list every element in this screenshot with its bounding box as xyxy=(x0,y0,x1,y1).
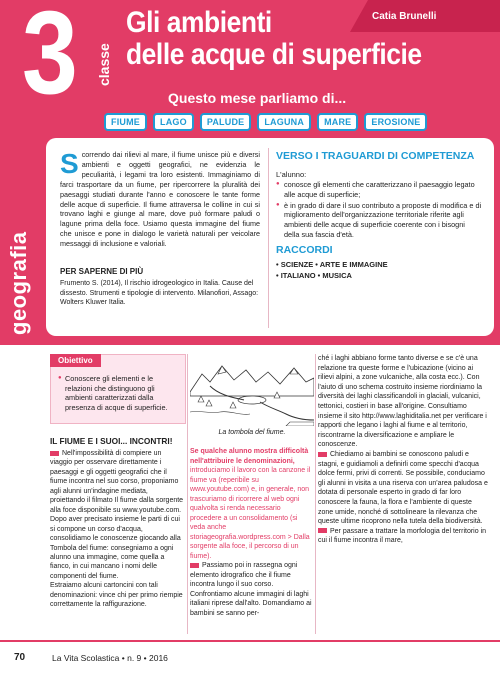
column-divider xyxy=(187,354,188,634)
tag-palude: PALUDE xyxy=(200,113,252,131)
paragraph: Per passare a trattare la morfologia del territorio in cui il fiume incontra il mare, xyxy=(318,527,487,545)
page-title-line2: delle acque di superficie xyxy=(126,38,422,71)
author-name: Catia Brunelli xyxy=(372,11,437,22)
page-title-line1: Gli ambienti xyxy=(126,6,272,39)
magazine-name: La Vita Scolastica • n. 9 • 2016 xyxy=(52,653,168,663)
tag-mare: MARE xyxy=(317,113,358,131)
tag-fiume: FIUME xyxy=(104,113,147,131)
paragraph-marker xyxy=(50,451,59,456)
paragraph-marker xyxy=(318,528,327,533)
tag-erosione: EROSIONE xyxy=(364,113,427,131)
traguardi-item: ● conosce gli elementi che caratterizzano il paesaggio legato alle acque di superficie; xyxy=(276,180,482,200)
card-divider xyxy=(268,148,269,328)
paragraph: Chiediamo ai bambini se conoscono paludi e stagni, e guidiamoli a definirli come specchi d'acqua dolce fermi, privi di correnti. Se possibile, conduciamo gli alunni in visita a una riserva con un'area paludosa e dotata di personale esperto in grado di far loro conoscere la fauna, la flora e l'ambiente di queste zone umide, nonché di sottolineare la rilevanza che queste ultime ricoprono nella tutela della biodiversità. xyxy=(318,450,488,526)
raccordi-heading: RACCORDI xyxy=(276,244,333,256)
column-divider xyxy=(315,354,316,634)
paragraph: Dopo aver precisato insieme le parti di cui si compone un corso d'acqua, consolidiamo le conoscenze giocando alla Tombola del fiume: consegniamo a ogni alunno una immagine, come quella a fianco, in cui mancano i nomi delle componenti del fiume. xyxy=(50,516,181,580)
subtitle: Questo mese parliamo di... xyxy=(168,90,347,106)
column-1 xyxy=(50,449,184,610)
column-3 xyxy=(318,354,488,546)
paragraph: Passiamo poi in rassegna ogni elemento idrografico che il fiume incontra lungo il suo corso. Confrontiamo alcune immagini di laghi italiani riprese dall'alto. Domandiamo ai bambini se sanno per- xyxy=(190,562,312,617)
paragraph: Se qualche alunno mostra difficoltà nell'attribuire le denominazioni, introduciamo il lavoro con la canzone il fiume va (reperibile su www.youtube.com) e, in generale, non trascuriamo di ricorrere al web ogni qualvolta si renda necessario procedere a un consolidamento (si veda anche storiageografia.wordpress.com > Dalla sorgente alla foce, il percorso di un fiume). xyxy=(190,448,311,560)
dropcap: S xyxy=(60,148,79,179)
intro-text: correndo dai rilievi al mare, il fiume unisce più e diversi ambienti e oggetti geografici, ne evidenzia le peculiarità, i legami tra loro esistenti. Immaginiamo di farci trasportare da un fiume, per ripercorrere la pluralità dei paesaggi studiati durante l'anno e conoscere le tante forme delle acque di superficie. Il fiume attraversa le colline in cui si trovano laghi e giunge al mare, dove può formare paludi o lagune prima della foce. Usiamo questa immagine del fiume che unisce e pone in dialogo le varietà naturali per veicolare messaggi di inclusione e valoriali. xyxy=(60,150,260,249)
saperne-text: Frumento S. (2014), Il rischio idrogeologico in Italia. Cause del dissesto. Strumenti e tipologie di intervento. Milanofiori, Assago: Wolters Kluwer Italia. xyxy=(60,280,259,306)
raccordi-line1: • SCIENZE • ARTE E IMMAGINE xyxy=(276,260,388,269)
traguardi-intro: L'alunno: xyxy=(276,170,307,179)
topic-tags xyxy=(104,113,427,131)
paragraph-marker xyxy=(190,563,199,568)
page-number: 70 xyxy=(14,652,26,663)
traguardi-heading: VERSO I TRAGUARDI DI COMPETENZA xyxy=(276,150,475,162)
obiettivo-label: Obiettivo xyxy=(50,354,101,367)
section-heading: IL FIUME E I SUOI... INCONTRI! xyxy=(50,436,173,446)
paragraph-marker xyxy=(318,452,327,457)
paragraph: ché i laghi abbiano forme tanto diverse e se c'è una relazione tra queste forme e l'ubicazione (vicino ai rilievi alpini, a zone vulcaniche, alla costa ecc.). Con l'aiuto di uno schema costruito insieme riordiniamo la diversità dei laghi classificandoli in glaciali, vulcanici, tettonici, costieri in base all'origine. Consultiamo insieme il sito http://www.laghiditalia.net per verificare i rapporti che legano i laghi al fiume e al territorio, riscontrarne la diversificazione e ampliare le conoscenze. xyxy=(318,355,487,449)
tag-lago: LAGO xyxy=(153,113,194,131)
footer-rule xyxy=(0,640,500,642)
raccordi-line2: • ITALIANO • MUSICA xyxy=(276,271,352,280)
subject-label: geografia xyxy=(6,231,31,335)
grade-label: classe xyxy=(96,43,112,86)
river-illustration xyxy=(190,352,314,426)
traguardi-item: ● è in grado di dare il suo contributo a proposte di modifica e di miglioramento dell'organizzazione territoriale riferite agli ambienti delle acque di superficie coerente con i bisogni della sua fascia d'età. xyxy=(276,201,482,240)
paragraph: Nell'impossibilità di compiere un viaggio per osservare direttamente i paesaggi e gli oggetti geografici che il fiume incontra nel suo corso, proponiamo agli alunni un'indagine mediata, proiettando il filmato Il fiume dalla sorgente alla foce disponibile su www.youtube.com. xyxy=(50,450,184,514)
column-2 xyxy=(190,447,314,618)
grade-number: 3 xyxy=(22,0,78,119)
intro-text-block xyxy=(60,150,260,249)
obiettivo-text: ● Conoscere gli elementi e le relazioni che distinguono gli ambienti caratterizzati dalla presenza di acque di superficie. xyxy=(58,374,182,412)
paragraph: Estraiamo alcuni cartoncini con tali denominazioni: vince chi per primo riempie correttamente la raffigurazione. xyxy=(50,582,183,609)
river-drawing xyxy=(190,352,314,426)
figure-caption: La tombola del fiume. xyxy=(218,429,286,436)
tag-laguna: LAGUNA xyxy=(257,113,311,131)
saperne-heading: PER SAPERNE DI PIÙ xyxy=(60,267,144,276)
traguardi-list xyxy=(276,180,482,241)
